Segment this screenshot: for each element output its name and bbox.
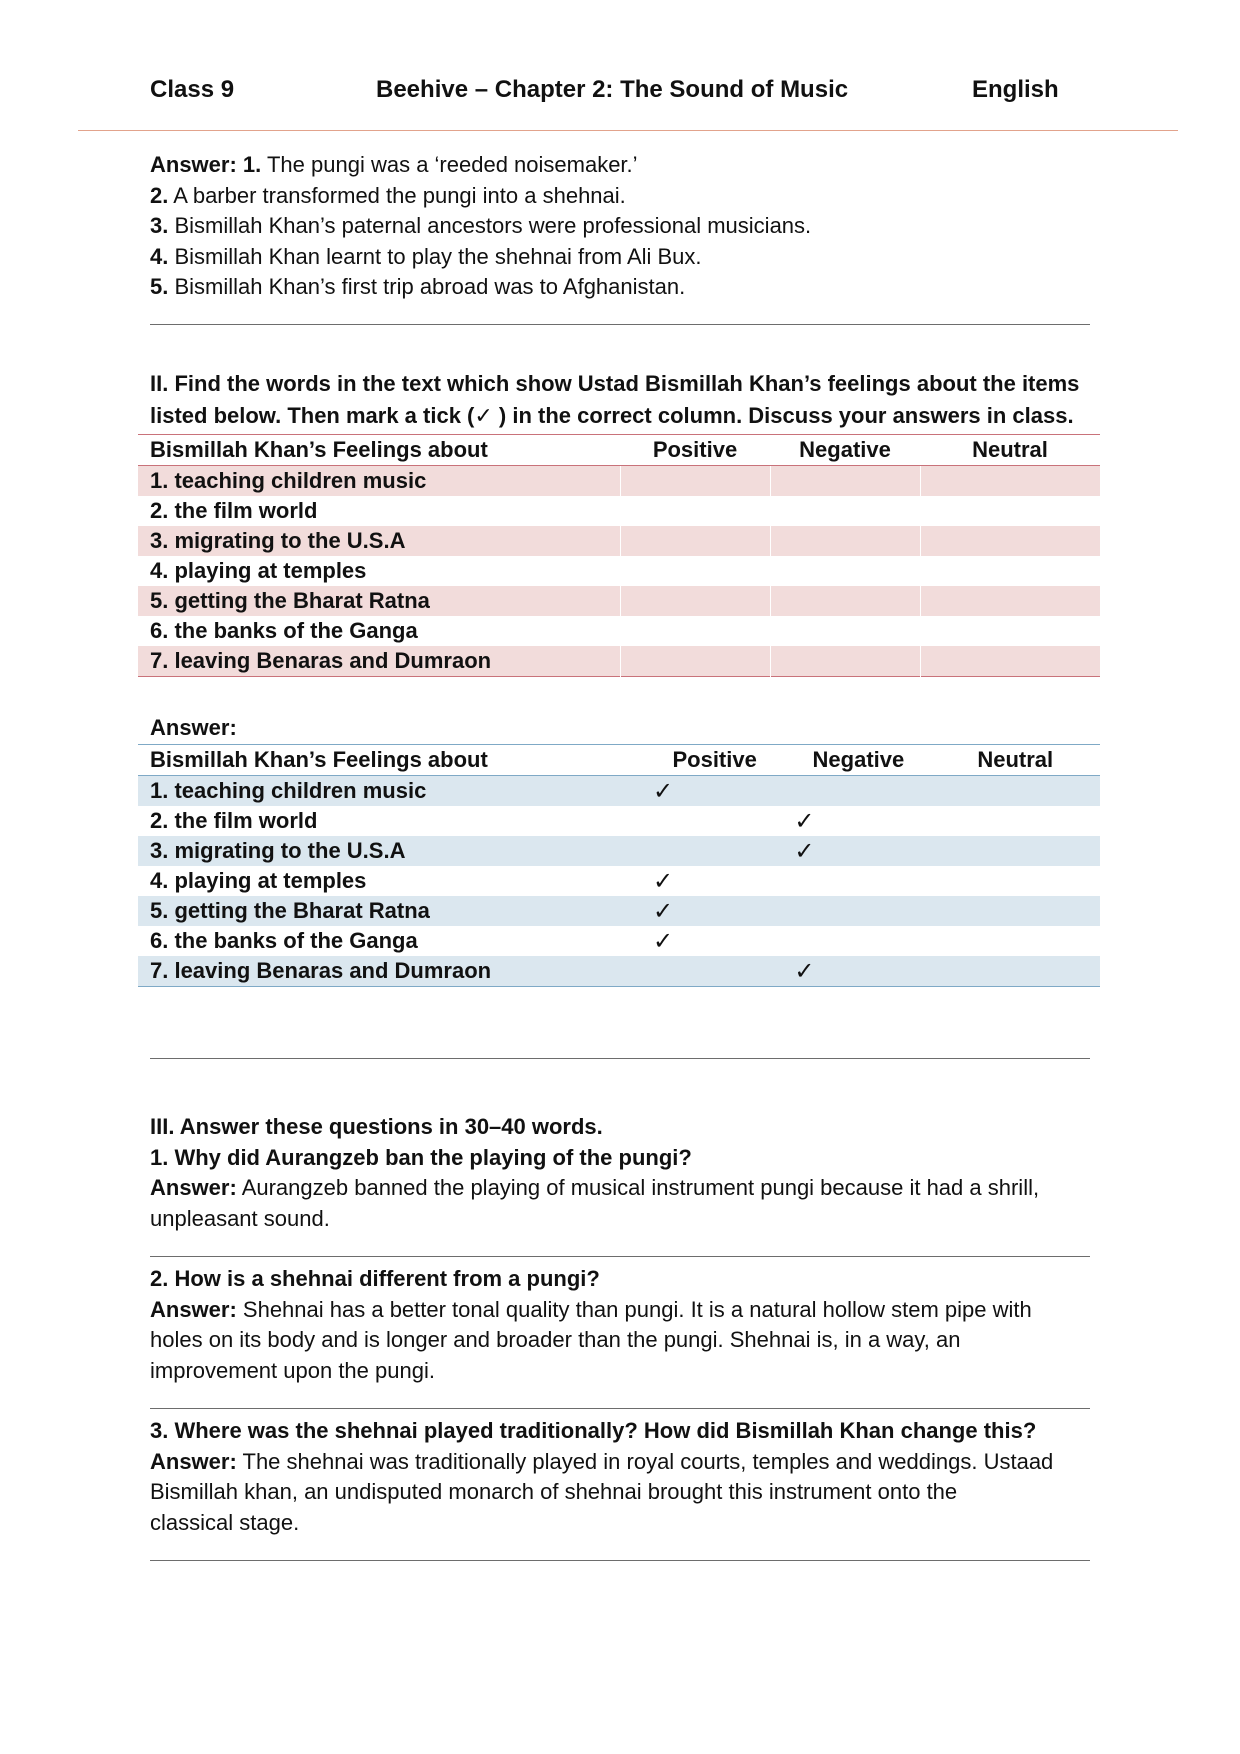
table-row [138, 956, 1100, 987]
answer-label: Answer: [150, 1175, 237, 1200]
item-number: 2. [150, 182, 169, 208]
negative-tick [786, 866, 930, 896]
positive-cell [620, 526, 770, 556]
negative-tick [786, 896, 930, 926]
item-number: 4. [150, 243, 169, 269]
answer-item-2 [150, 181, 1090, 212]
answer-divider [150, 1408, 1090, 1409]
row-item: 5. getting the Bharat Ratna [138, 586, 620, 616]
heading-text: III. Answer these questions in 30–40 words. [150, 1114, 603, 1139]
neutral-cell [920, 646, 1100, 677]
answer-label: Answer: [150, 1448, 237, 1474]
section3-q2 [150, 1264, 1090, 1386]
answer-divider [150, 1256, 1090, 1257]
table-row [138, 586, 1100, 616]
answer-line [150, 1447, 1090, 1478]
answer-line: unpleasant sound. [150, 1205, 330, 1231]
negative-cell [770, 556, 920, 586]
row-item: 6. the banks of the Ganga [150, 928, 418, 953]
row-item: 2. the film world [150, 498, 318, 523]
section3-q3 [150, 1416, 1090, 1538]
question-text [150, 1416, 1090, 1447]
section-divider [150, 1058, 1090, 1059]
neutral-cell [920, 556, 1100, 586]
neutral-tick [930, 926, 1100, 956]
answer-text: The shehnai was traditionally played in royal courts, temples and weddings. Ustaad [236, 1448, 1054, 1474]
item-text: A barber transformed the pungi into a shehnai. [168, 182, 626, 208]
table-row [138, 556, 1100, 586]
section2-question [150, 368, 1090, 432]
table-header-row [138, 745, 1100, 776]
negative-tick: ✓ [786, 956, 930, 987]
positive-tick: ✓ [643, 776, 786, 807]
positive-tick: ✓ [652, 867, 674, 895]
row-item: 5. getting the Bharat Ratna [138, 896, 643, 926]
row-item: 6. the banks of the Ganga [150, 618, 418, 643]
positive-tick: ✓ [652, 927, 674, 955]
item-text: The pungi was a ‘reeded noisemaker.’ [261, 152, 638, 177]
column-header: Negative [786, 745, 930, 776]
answer-label: Answer: [150, 152, 237, 177]
neutral-tick [930, 836, 1100, 866]
table-header-row [138, 435, 1100, 466]
table-row [138, 836, 1100, 866]
row-item: 1. teaching children music [138, 466, 620, 497]
negative-cell [770, 466, 920, 497]
negative-cell [770, 616, 920, 646]
table-row [138, 646, 1100, 677]
table-row [138, 616, 1100, 646]
column-header: Bismillah Khan’s Feelings about [138, 435, 620, 466]
column-header: Bismillah Khan’s Feelings about [138, 745, 643, 776]
row-item: 7. leaving Benaras and Dumraon [138, 646, 620, 677]
row-item: 3. migrating to the U.S.A [138, 526, 620, 556]
table-row [138, 806, 1100, 836]
positive-cell [620, 616, 770, 646]
neutral-tick [930, 956, 1100, 987]
row-item: 3. migrating to the U.S.A [138, 836, 643, 866]
table-row [138, 526, 1100, 556]
positive-tick [643, 806, 786, 836]
question-line: listed below. Then mark a tick (✓ ) in the correct column. Discuss your answers in class. [150, 403, 1074, 428]
feelings-table [138, 434, 1100, 677]
column-header: Positive [643, 745, 786, 776]
table-row [138, 776, 1100, 807]
item-text: Bismillah Khan’s first trip abroad was to Afghanistan. [168, 274, 686, 299]
neutral-tick [930, 806, 1100, 836]
answer-label: Answer: [150, 1296, 237, 1322]
positive-tick: ✓ [643, 896, 786, 926]
answer-line [150, 1295, 1090, 1326]
negative-tick: ✓ [794, 807, 815, 835]
negative-cell [770, 586, 920, 616]
item-number: 1. [242, 152, 262, 177]
negative-tick [786, 776, 930, 807]
negative-cell [770, 526, 920, 556]
neutral-tick [930, 896, 1100, 926]
question-label: 3. Where was the shehnai played traditionally? How did Bismillah Khan change this? [150, 1418, 1037, 1443]
positive-cell [620, 496, 770, 526]
question-text [150, 1143, 1090, 1174]
item-number: 5. [150, 274, 169, 299]
page-header [150, 76, 1058, 110]
row-item: 7. leaving Benaras and Dumraon [138, 956, 643, 987]
row-item: 2. the film world [150, 808, 318, 833]
neutral-tick [930, 866, 1100, 896]
row-item: 4. playing at temples [150, 868, 367, 893]
neutral-cell [920, 586, 1100, 616]
question-text [150, 1264, 1090, 1295]
table-row [138, 496, 1100, 526]
negative-tick [786, 926, 930, 956]
positive-cell [620, 556, 770, 586]
negative-cell [770, 496, 920, 526]
positive-tick [643, 836, 786, 866]
row-item: 1. teaching children music [138, 776, 643, 807]
class-label: Class 9 [150, 76, 235, 103]
answer-line: Bismillah khan, an undisputed monarch of shehnai brought this instrument onto the [150, 1479, 958, 1504]
neutral-cell [920, 526, 1100, 556]
neutral-cell [920, 466, 1100, 497]
neutral-cell [920, 496, 1100, 526]
question-label: 2. How is a shehnai different from a pungi? [150, 1266, 600, 1291]
answer-item-5 [150, 272, 1090, 303]
answer-line: classical stage. [150, 1509, 300, 1535]
answer-line: holes on its body and is longer and broader than the pungi. Shehnai is, in a way, an [150, 1327, 961, 1352]
answer-line: improvement upon the pungi. [150, 1357, 435, 1383]
answer-text: Shehnai has a better tonal quality than pungi. It is a natural hollow stem pipe with [236, 1296, 1032, 1322]
question-label: 1. Why did Aurangzeb ban the playing of the pungi? [150, 1144, 692, 1170]
item-number: 3. [150, 213, 169, 238]
header-divider [78, 130, 1178, 131]
neutral-cell [920, 616, 1100, 646]
positive-cell [620, 586, 770, 616]
column-header: Neutral [930, 745, 1100, 776]
item-text: Bismillah Khan’s paternal ancestors were professional musicians. [168, 213, 812, 238]
table-answer-label: Answer: [150, 715, 237, 740]
negative-cell [770, 646, 920, 677]
section1-answers [150, 150, 1090, 303]
table-row [138, 466, 1100, 497]
neutral-tick [930, 776, 1100, 807]
question-line: II. Find the words in the text which show Ustad Bismillah Khan’s feelings about the items [150, 371, 1080, 396]
answer-line [150, 1173, 1090, 1204]
chapter-title: Beehive – Chapter 2: The Sound of Music [376, 76, 849, 103]
table-row [138, 866, 1100, 896]
section-divider [150, 324, 1090, 325]
positive-cell [620, 466, 770, 497]
column-header: Positive [620, 435, 770, 466]
item-text: Bismillah Khan learnt to play the shehnai from Ali Bux. [168, 243, 702, 269]
answer-divider [150, 1560, 1090, 1561]
table-row [138, 926, 1100, 956]
positive-tick [643, 956, 786, 987]
section3-heading [150, 1112, 1090, 1143]
answer-text: Aurangzeb banned the playing of musical instrument pungi because it had a shrill, [236, 1175, 1040, 1200]
subject-label: English [972, 76, 1059, 103]
table-row [138, 896, 1100, 926]
section3-q1 [150, 1112, 1090, 1234]
row-item: 4. playing at temples [150, 558, 367, 583]
column-header: Negative [770, 435, 920, 466]
column-header: Neutral [920, 435, 1100, 466]
feelings-answer-table [138, 744, 1100, 987]
answer-item-4 [150, 242, 1090, 273]
answer-item-1 [150, 150, 1090, 181]
negative-tick: ✓ [786, 836, 930, 866]
positive-cell [620, 646, 770, 677]
answer-item-3 [150, 211, 1090, 242]
